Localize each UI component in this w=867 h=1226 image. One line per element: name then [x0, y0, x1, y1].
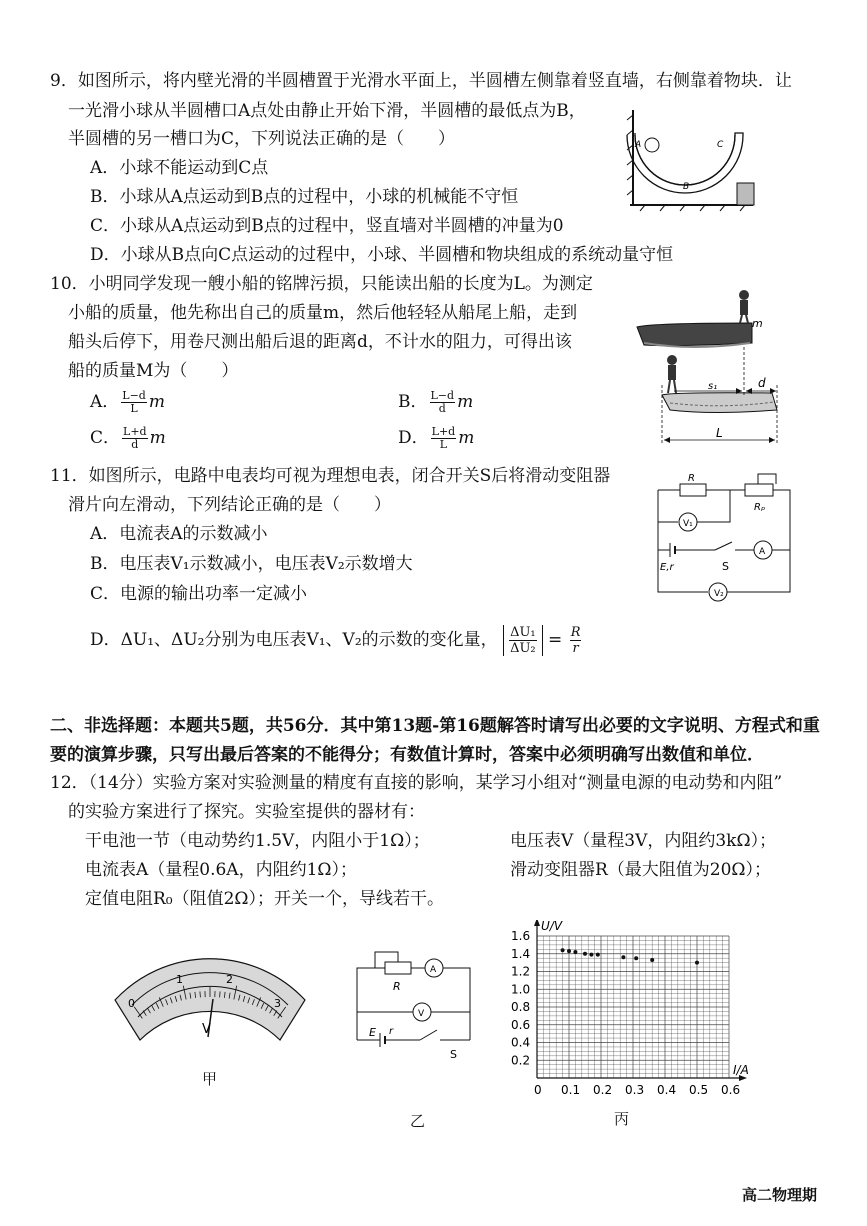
q10-line2: 小船的质量，他先称出自己的质量m，然后他轻轻从船尾上船，走到: [68, 303, 578, 323]
fig-jia-unit: V: [202, 1022, 211, 1037]
fig-yi-circuit: [345, 940, 485, 1060]
chart-x-tick-label: 0.6: [721, 1083, 741, 1097]
chart-data-point: [695, 961, 699, 965]
q10-boat-figure: [632, 285, 787, 455]
q10-line3: 船头后停下，用卷尺测出船后退的距离d，不计水的阻力，可得出该: [68, 332, 572, 352]
svg-text:S: S: [722, 560, 729, 573]
chart-y-tick-label: 1.4: [511, 946, 531, 961]
fig-jia-tick-1: 1: [176, 973, 183, 986]
q12-item-rheostat: 滑动变阻器R（最大阻值为20Ω）；: [510, 860, 772, 880]
q11-d-ratio-fraction: $\frac{R}{r}$: [570, 625, 581, 656]
chart-y-tick-label: 1.2: [511, 964, 531, 979]
chart-x-tick-label: 0.1: [561, 1083, 581, 1097]
q10-option-b: B． $\frac{L-d}{d}$ m: [398, 389, 474, 415]
chart-data-point: [589, 953, 593, 957]
chart-y-tick-label: 1.6: [511, 929, 531, 943]
q9-line2: 一光滑小球从半圆槽口A点处由静止开始下滑，半圆槽的最低点为B，: [68, 101, 586, 121]
chart-x-tick-label: 0.3: [625, 1083, 645, 1097]
q10-option-a: A． $\frac{L-d}{L}$ m: [90, 389, 165, 415]
svg-text:V₂: V₂: [714, 589, 724, 599]
svg-text:R: R: [688, 473, 695, 484]
q11-line2: 滑片向左滑动，下列结论正确的是（ ）: [68, 495, 391, 515]
q11-circuit-figure: [650, 470, 800, 610]
q10-option-d-fraction: $\frac{L+d}{L}$: [431, 425, 456, 451]
fig-jia-caption: 甲: [202, 1070, 218, 1088]
q10-fig-label-s: s₁: [708, 381, 718, 392]
q11-option-b: B．电压表V₁示数减小，电压表V₂示数增大: [90, 554, 413, 574]
q9-option-b: B．小球从A点运动到B点的过程中，小球的机械能不守恒: [90, 187, 519, 207]
fig-yi-caption: 乙: [410, 1112, 426, 1130]
q9-fig-point-a: A: [635, 140, 642, 150]
q9-option-c: C．小球从A点运动到B点的过程中，竖直墙对半圆槽的冲量为0: [90, 216, 564, 236]
chart-data-point: [596, 953, 600, 957]
q12-item-ammeter: 电流表A（量程0.6A，内阻约1Ω）；: [85, 860, 357, 880]
chart-y-tick-label: 0.8: [511, 1000, 531, 1014]
page-footer: 高二物理期: [742, 1186, 818, 1204]
fig-jia-tick-3: 3: [274, 997, 281, 1010]
svg-text:R: R: [393, 980, 401, 993]
q9-fig-point-b: B: [683, 182, 690, 192]
q11-resistor-r: [680, 484, 706, 496]
svg-text:E,r: E,r: [660, 562, 674, 573]
q9-line3: 半圆槽的另一槽口为C，下列说法正确的是（ ）: [68, 129, 456, 149]
q9-option-a: A．小球不能运动到C点: [90, 158, 269, 178]
q11-d-delta-fraction: $\frac{\text{ΔU₁}}{\text{ΔU₂}}$: [510, 625, 536, 656]
chart-data-point: [583, 952, 587, 956]
q12-item-battery: 干电池一节（电动势约1.5V，内阻小于1Ω）；: [85, 831, 430, 851]
chart-data-point: [567, 949, 571, 953]
chart-y-tick-label: 0.4: [511, 1035, 531, 1050]
q12-line1: 12．（14分）实验方案对实验测量的精度有直接的影响，某学习小组对“测量电源的电动势和内阻”: [50, 773, 783, 793]
svg-text:A: A: [759, 547, 766, 557]
chart-x-tick-label: 0.5: [689, 1083, 709, 1097]
fig-bing-ui-chart: [505, 920, 755, 1110]
q9-fig-point-c: C: [717, 140, 724, 150]
q10-line4: 船的质量M为（ ）: [68, 361, 239, 381]
q10-line1: 10．小明同学发现一艘小船的铭牌污损，只能读出船的长度为L。为测定: [50, 274, 593, 294]
q12-item-resistor: 定值电阻R₀（阻值2Ω）；开关一个，导线若干。: [85, 889, 445, 909]
chart-data-point: [634, 956, 638, 960]
q11-option-d: D．ΔU₁、ΔU₂分别为电压表V₁、V₂的示数的变化量， $\frac{\text{ΔU₁}}{\text{ΔU₂}}$ = $\frac{R}{r}$: [90, 625, 581, 656]
svg-text:S: S: [450, 1048, 457, 1060]
svg-text:V: V: [418, 1009, 425, 1019]
q11-option-a: A．电流表A的示数减小: [90, 524, 268, 544]
q10-fig-label-l: L: [716, 426, 723, 440]
q10-option-a-fraction: $\frac{L-d}{L}$: [122, 389, 146, 415]
q10-person-bottom: [667, 355, 677, 365]
chart-y-tick-label: 1.0: [511, 982, 531, 997]
chart-data-point: [573, 950, 577, 954]
q10-fig-label-m: m: [752, 317, 763, 330]
chart-y-tick-label: 0.6: [511, 1017, 531, 1032]
chart-y-axis-label: U/V: [541, 920, 563, 933]
q10-person-top: [739, 290, 749, 300]
fig-jia-tick-0: 0: [128, 997, 135, 1010]
q10-option-b-fraction: $\frac{L-d}{d}$: [430, 389, 455, 415]
svg-text:E: E: [369, 1026, 376, 1039]
svg-text:A: A: [430, 965, 437, 975]
svg-text:r: r: [389, 1026, 394, 1037]
q11-rheostat-rp: [745, 484, 773, 496]
chart-data-point: [621, 955, 625, 959]
q10-option-c-fraction: $\frac{L+d}{d}$: [123, 425, 147, 451]
chart-x-tick-label: 0.2: [593, 1083, 613, 1097]
chart-x-axis-label: I/A: [733, 1063, 749, 1077]
q11-line1: 11．如图所示，电路中电表均可视为理想电表，闭合开关S后将滑动变阻器: [50, 466, 611, 486]
chart-y-axis-arrow: [534, 920, 540, 926]
q9-option-d: D．小球从B点向C点运动的过程中，小球、半圆槽和物块组成的系统动量守恒: [90, 245, 674, 265]
svg-text:V₁: V₁: [683, 519, 693, 529]
q9-fig-block: [737, 183, 754, 205]
fig-jia-tick-2: 2: [226, 973, 233, 986]
q9-semicircle-trough-figure: [625, 105, 755, 215]
svg-text:Rₚ: Rₚ: [754, 502, 766, 513]
fig-bing-caption: 丙: [614, 1110, 630, 1128]
chart-x-tick-label: 0: [534, 1083, 542, 1097]
fig-yi-rheostat: [385, 962, 411, 974]
q12-item-voltmeter: 电压表V（量程3V，内阻约3kΩ）；: [510, 831, 777, 851]
q12-line2: 的实验方案进行了探究。实验室提供的器材有：: [68, 802, 425, 822]
chart-y-tick-label: 0.2: [511, 1053, 531, 1068]
chart-x-tick-label: 0.4: [657, 1083, 677, 1097]
fig-jia-voltmeter-dial: [110, 945, 310, 1045]
q11-option-c: C．电源的输出功率一定减小: [90, 584, 308, 604]
section2-heading-line1: 二、非选择题：本题共5题，共56分．其中第13题-第16题解答时请写出必要的文字说明、方程式和重: [50, 716, 820, 736]
q10-option-d: D． $\frac{L+d}{L}$ m: [398, 425, 475, 451]
chart-data-point: [561, 948, 565, 952]
chart-data-point: [650, 958, 654, 962]
q9-line1: 9．如图所示，将内壁光滑的半圆槽置于光滑水平面上，半圆槽左侧靠着竖直墙，右侧靠着物块．让: [50, 71, 792, 91]
q10-fig-label-d: d: [758, 376, 766, 390]
section2-heading-line2: 要的演算步骤，只写出最后答案的不能得分；有数值计算时，答案中必须明确写出数值和单位．: [50, 745, 764, 765]
q10-option-c: C． $\frac{L+d}{d}$ m: [90, 425, 166, 451]
